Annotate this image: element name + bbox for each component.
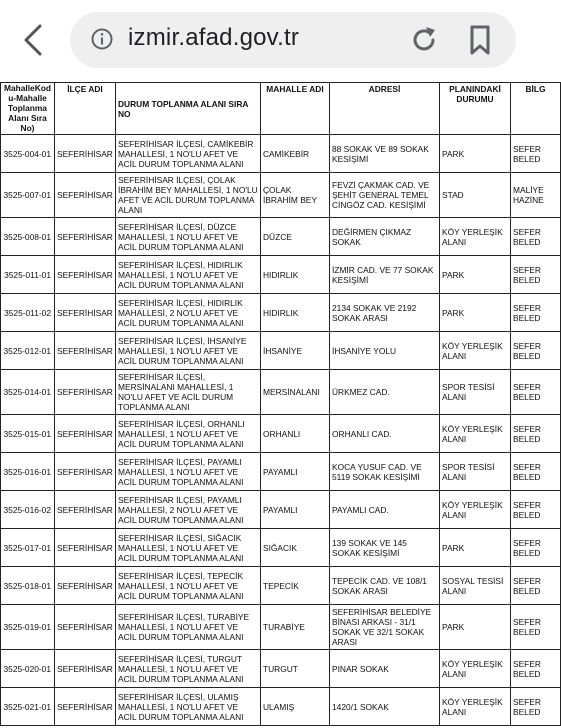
row-mahalle: ORHANLI [261, 415, 330, 453]
row-ilce: SEFERİHİSAR [55, 529, 116, 567]
table-row [1, 529, 561, 567]
chevron-left-icon[interactable] [18, 22, 50, 58]
row-ilce: SEFERİHİSAR [55, 370, 116, 415]
row-bilgi: SEFER BELED [511, 218, 561, 256]
row-durum: PARK [440, 529, 511, 567]
row-alan: SEFERİHİSAR İLÇESİ, İHSANİYE MAHALLESİ, 1 NO'LU AFET VE ACİL DURUM TOPLANMA ALANI [116, 332, 261, 370]
row-mahalle: DÜZCE [261, 218, 330, 256]
row-adres: 1420/1 SOKAK [330, 688, 440, 726]
row-ilce: SEFERİHİSAR [55, 491, 116, 529]
row-mahalle: TURABİYE [261, 605, 330, 650]
row-alan: SEFERİHİSAR İLÇESİ, ÇOLAK İBRAHİM BEY MAHALLESİ, 1 NO'LU AFET VE ACİL DURUM TOPLANMA ALANI [116, 173, 261, 218]
bookmark-icon[interactable] [466, 24, 494, 56]
table-row [1, 135, 561, 173]
row-mahalle: SIĞACIK [261, 529, 330, 567]
row-adres: PINAR SOKAK [330, 650, 440, 688]
header-ilce: İLÇE ADI [55, 83, 116, 135]
row-mahalle: HIDIRLIK [261, 256, 330, 294]
row-code: 3525-011-01 [1, 256, 55, 294]
row-code: 3525-020-01 [1, 650, 55, 688]
row-code: 3525-004-01 [1, 135, 55, 173]
row-mahalle: İHSANİYE [261, 332, 330, 370]
browser-toolbar [0, 0, 539, 82]
row-mahalle: ULAMIŞ [261, 688, 330, 726]
row-adres: SEFERİHİSAR BELEDİYE BİNASI ARKASI - 31/1 SOKAK VE 32/1 SOKAK ARASI [330, 605, 440, 650]
row-code: 3525-011-02 [1, 294, 55, 332]
row-bilgi: SEFER BELED [511, 567, 561, 605]
table-row [1, 370, 561, 415]
table-row [1, 218, 561, 256]
header-adres: ADRESİ [330, 83, 440, 135]
row-code: 3525-008-01 [1, 218, 55, 256]
row-ilce: SEFERİHİSAR [55, 294, 116, 332]
row-adres: FEVZİ ÇAKMAK CAD. VE ŞEHİT GENERAL TEMEL CİNGÖZ CAD. KESİŞİMİ [330, 173, 440, 218]
table-row [1, 256, 561, 294]
row-code: 3525-019-01 [1, 605, 55, 650]
row-bilgi: SEFER BELED [511, 491, 561, 529]
row-adres: KOCA YUSUF CAD. VE 5119 SOKAK KESİŞİMİ [330, 453, 440, 491]
row-mahalle: CAMİKEBİR [261, 135, 330, 173]
row-durum: SPOR TESİSİ ALANI [440, 453, 511, 491]
row-ilce: SEFERİHİSAR [55, 688, 116, 726]
row-durum: KÖY YERLEŞİK ALANI [440, 415, 511, 453]
row-alan: SEFERİHİSAR İLÇESİ, CAMİKEBİR MAHALLESİ, 1 NO'LU AFET VE ACİL DURUM TOPLANMA ALANI [116, 135, 261, 173]
row-ilce: SEFERİHİSAR [55, 605, 116, 650]
row-ilce: SEFERİHİSAR [55, 135, 116, 173]
row-durum: KÖY YERLEŞİK ALANI [440, 218, 511, 256]
table-row [1, 173, 561, 218]
row-adres: PAYAMLI CAD. [330, 491, 440, 529]
row-code: 3525-016-02 [1, 491, 55, 529]
row-code: 3525-015-01 [1, 415, 55, 453]
row-mahalle: HIDIRLIK [261, 294, 330, 332]
row-bilgi: SEFER BELED [511, 135, 561, 173]
table-row [1, 453, 561, 491]
table-row [1, 688, 561, 726]
info-icon[interactable] [90, 27, 114, 51]
row-durum: KÖY YERLEŞİK ALANI [440, 332, 511, 370]
row-ilce: SEFERİHİSAR [55, 453, 116, 491]
row-adres: 139 SOKAK VE 145 SOKAK KESİŞİMİ [330, 529, 440, 567]
row-bilgi: SEFER BELED [511, 688, 561, 726]
row-code: 3525-018-01 [1, 567, 55, 605]
row-bilgi: SEFER BELED [511, 415, 561, 453]
row-bilgi: SEFER BELED [511, 453, 561, 491]
row-code: 3525-012-01 [1, 332, 55, 370]
row-mahalle: PAYAMLI [261, 453, 330, 491]
row-adres: İZMİR CAD. VE 77 SOKAK KESİŞİMİ [330, 256, 440, 294]
row-adres: DEĞİRMEN ÇIKMAZ SOKAK [330, 218, 440, 256]
table-body [1, 135, 561, 726]
row-adres: TEPECİK CAD. VE 108/1 SOKAK ARASI [330, 567, 440, 605]
row-alan: SEFERİHİSAR İLÇESİ, PAYAMLI MAHALLESİ, 1 NO'LU AFET VE ACİL DURUM TOPLANMA ALANI [116, 453, 261, 491]
row-bilgi: SEFER BELED [511, 256, 561, 294]
row-bilgi: SEFER BELED [511, 294, 561, 332]
row-durum: PARK [440, 605, 511, 650]
row-ilce: SEFERİHİSAR [55, 567, 116, 605]
row-durum: KÖY YERLEŞİK ALANI [440, 688, 511, 726]
header-alan: DURUM TOPLANMA ALANI SIRA NO [116, 83, 261, 135]
url-text[interactable]: izmir.afad.gov.tr [128, 24, 300, 51]
row-durum: PARK [440, 135, 511, 173]
row-alan: SEFERİHİSAR İLÇESİ, HIDIRLIK MAHALLESİ, 1 NO'LU AFET VE ACİL DURUM TOPLANMA ALANI [116, 256, 261, 294]
row-durum: STAD [440, 173, 511, 218]
row-alan: SEFERİHİSAR İLÇESİ, TURGUT MAHALLESİ, 1 NO'LU AFET VE ACİL DURUM TOPLANMA ALANI [116, 650, 261, 688]
table-row [1, 567, 561, 605]
row-durum: KÖY YERLEŞİK ALANI [440, 650, 511, 688]
row-code: 3525-014-01 [1, 370, 55, 415]
row-bilgi: MALİYE HAZİNE [511, 173, 561, 218]
row-adres: 2134 SOKAK VE 2192 SOKAK ARASI [330, 294, 440, 332]
row-adres: 88 SOKAK VE 89 SOKAK KESİŞİMİ [330, 135, 440, 173]
row-durum: PARK [440, 294, 511, 332]
row-ilce: SEFERİHİSAR [55, 415, 116, 453]
row-alan: SEFERİHİSAR İLÇESİ, DÜZCE MAHALLESİ, 1 NO'LU AFET VE ACİL DURUM TOPLANMA ALANI [116, 218, 261, 256]
row-ilce: SEFERİHİSAR [55, 218, 116, 256]
row-alan: SEFERİHİSAR İLÇESİ, TURABİYE MAHALLESİ, 1 NO'LU AFET VE ACİL DURUM TOPLANMA ALANI [116, 605, 261, 650]
header-durum: PLANINDAKİ DURUMU [440, 83, 511, 135]
header-mahalle: MAHALLE ADI [261, 83, 330, 135]
row-ilce: SEFERİHİSAR [55, 332, 116, 370]
row-bilgi: SEFER BELED [511, 370, 561, 415]
table-row [1, 605, 561, 650]
row-alan: SEFERİHİSAR İLÇESİ, PAYAMLI MAHALLESİ, 2 NO'LU AFET VE ACİL DURUM TOPLANMA ALANI [116, 491, 261, 529]
table-row [1, 491, 561, 529]
document-view [0, 82, 546, 728]
table-row [1, 332, 561, 370]
row-mahalle: TEPECİK [261, 567, 330, 605]
header-code: MahalleKodu-Mahalle Toplanma Alanı Sıra No) [1, 83, 55, 135]
row-durum: SOSYAL TESİSİ ALANI [440, 567, 511, 605]
row-ilce: SEFERİHİSAR [55, 650, 116, 688]
row-bilgi: SEFER BELED [511, 529, 561, 567]
row-durum: PARK [440, 256, 511, 294]
row-adres: ÜRKMEZ CAD. [330, 370, 440, 415]
row-alan: SEFERİHİSAR İLÇESİ, HIDIRLIK MAHALLESİ, 2 NO'LU AFET VE ACİL DURUM TOPLANMA ALANI [116, 294, 261, 332]
reload-icon[interactable] [408, 24, 440, 56]
row-ilce: SEFERİHİSAR [55, 173, 116, 218]
row-code: 3525-021-01 [1, 688, 55, 726]
row-ilce: SEFERİHİSAR [55, 256, 116, 294]
row-alan: SEFERİHİSAR İLÇESİ, TEPECİK MAHALLESİ, 1 NO'LU AFET VE ACİL DURUM TOPLANMA ALANI [116, 567, 261, 605]
table-row [1, 415, 561, 453]
row-bilgi: SEFER BELED [511, 650, 561, 688]
row-adres: ORHANLI CAD. [330, 415, 440, 453]
row-bilgi: SEFER BELED [511, 605, 561, 650]
row-mahalle: TURGUT [261, 650, 330, 688]
row-code: 3525-017-01 [1, 529, 55, 567]
assembly-area-table [0, 82, 561, 726]
header-bilgi: BİLG [511, 83, 561, 135]
table-row [1, 650, 561, 688]
row-durum: SPOR TESİSİ ALANI [440, 370, 511, 415]
row-alan: SEFERİHİSAR İLÇESİ, SIĞACIK MAHALLESİ, 1 NO'LU AFET VE ACİL DURUM TOPLANMA ALANI [116, 529, 261, 567]
row-alan: SEFERİHİSAR İLÇESİ, ULAMIŞ MAHALLESİ, 1 NO'LU AFET VE ACİL DURUM TOPLANMA ALANI [116, 688, 261, 726]
row-mahalle: ÇOLAK İBRAHİM BEY [261, 173, 330, 218]
row-code: 3525-007-01 [1, 173, 55, 218]
row-mahalle: MERSİNALANI [261, 370, 330, 415]
row-mahalle: PAYAMLI [261, 491, 330, 529]
table-header-row [1, 83, 561, 135]
row-alan: SEFERİHİSAR İLÇESİ, ORHANLI MAHALLESİ, 1 NO'LU AFET VE ACİL DURUM TOPLANMA ALANI [116, 415, 261, 453]
row-bilgi: SEFER BELED [511, 332, 561, 370]
row-adres: İHSANİYE YOLU [330, 332, 440, 370]
row-alan: SEFERİHİSAR İLÇESİ, MERSİNALANI MAHALLESİ, 1 NO'LU AFET VE ACİL DURUM TOPLANMA ALANI [116, 370, 261, 415]
table-row [1, 294, 561, 332]
row-durum: KÖY YERLEŞİK ALANI [440, 491, 511, 529]
row-code: 3525-016-01 [1, 453, 55, 491]
